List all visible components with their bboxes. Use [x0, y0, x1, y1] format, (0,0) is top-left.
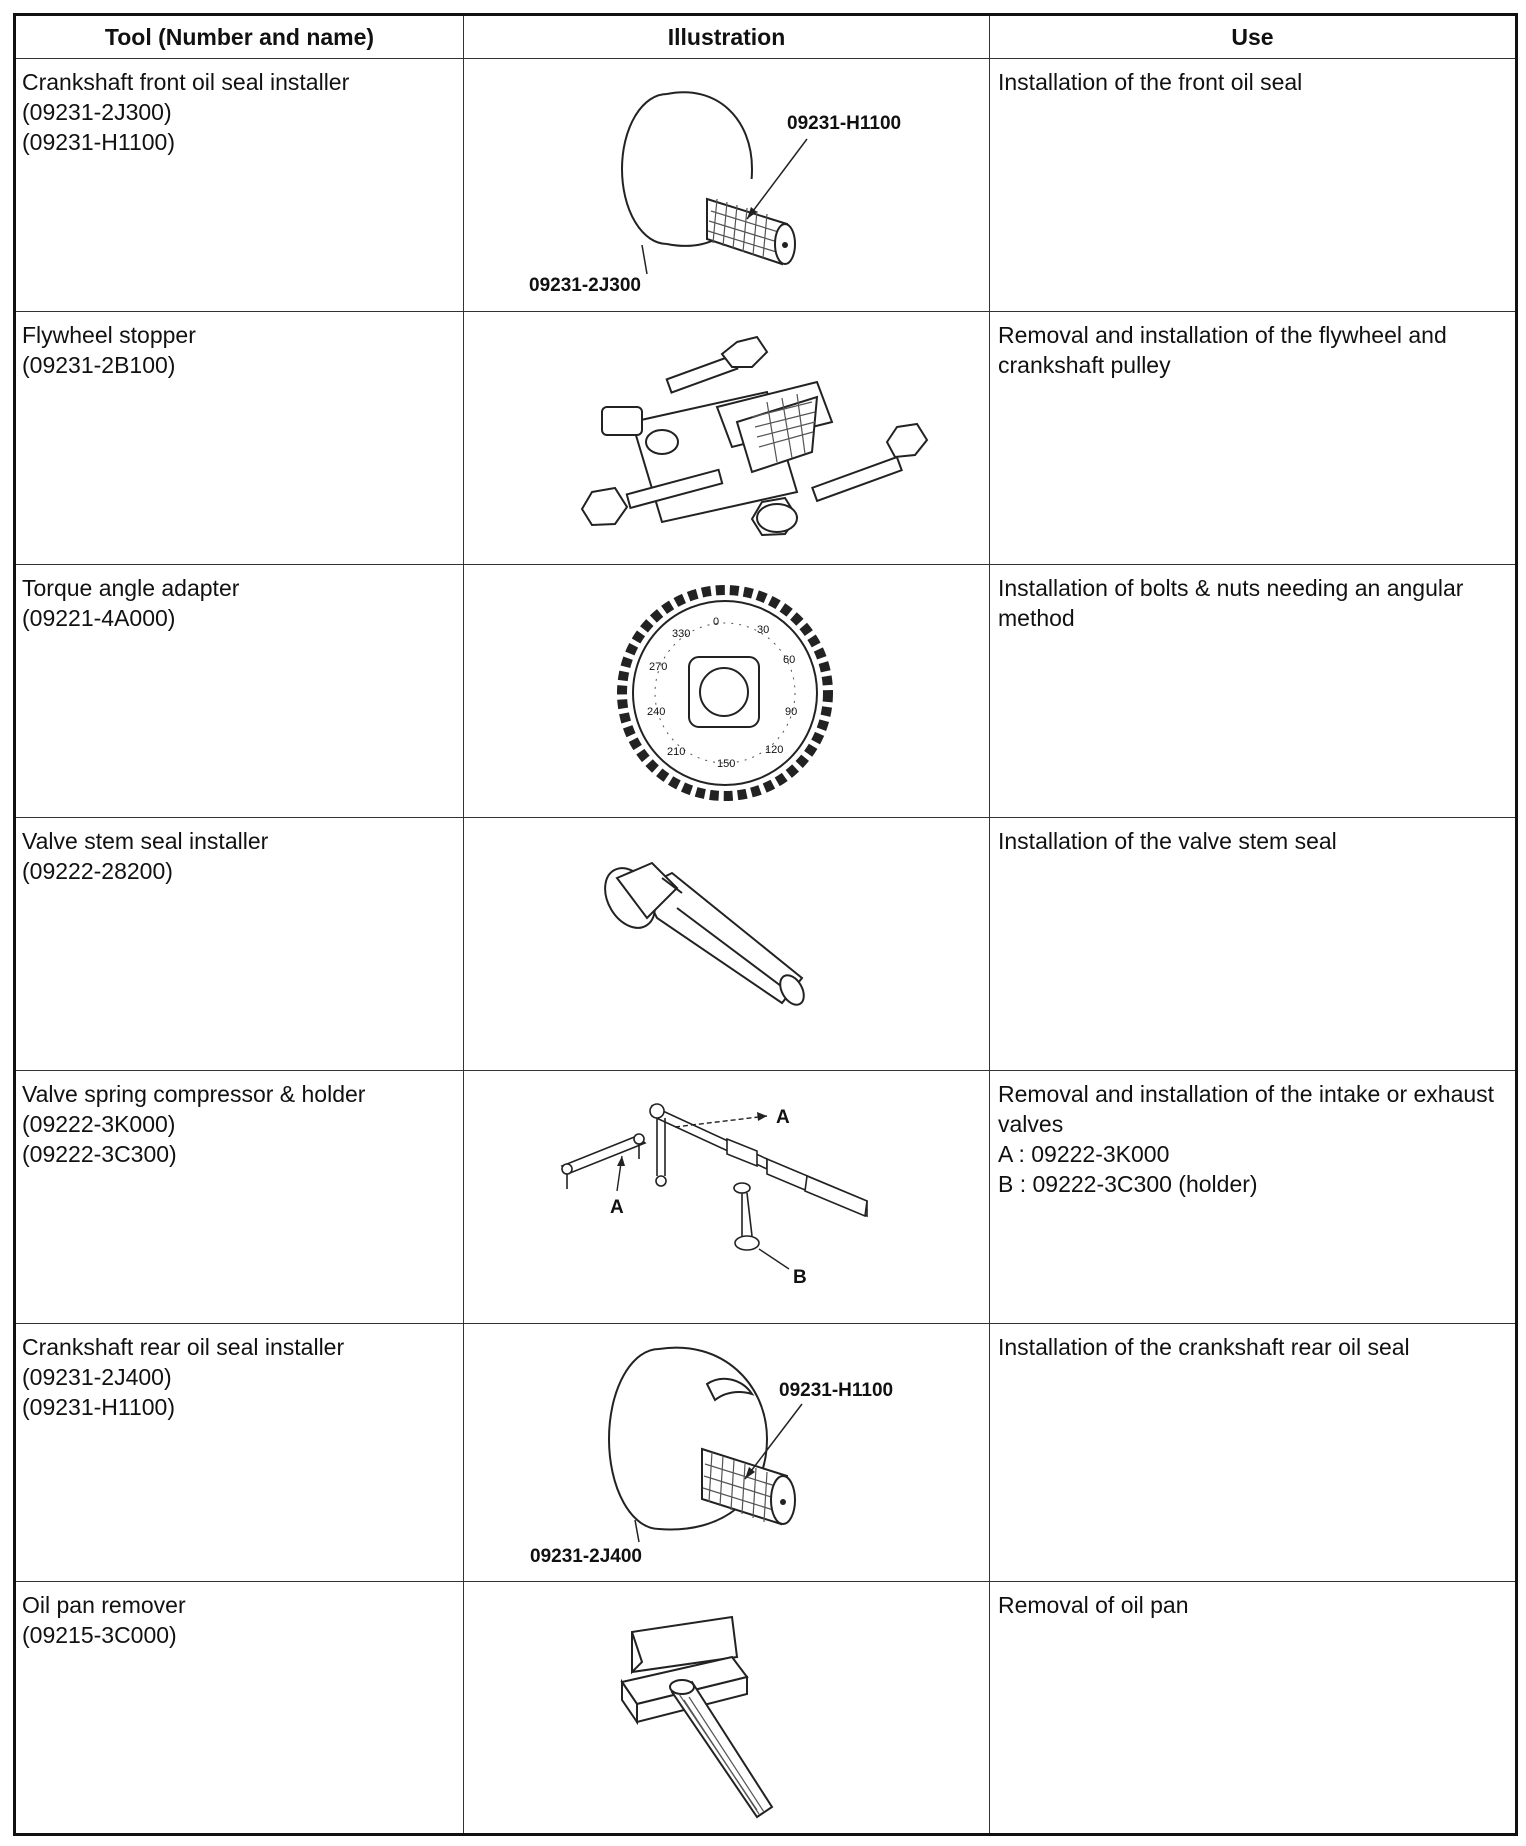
illustration-cell	[464, 59, 990, 312]
use-text: Removal of oil pan	[998, 1592, 1189, 1618]
header-use: Use	[990, 15, 1517, 59]
part-label: B	[792, 1267, 807, 1288]
illustration-cell	[464, 565, 990, 818]
rear-seal-installer-illustration	[467, 1324, 987, 1579]
valve-stem-seal-installer-illustration	[467, 818, 987, 1068]
part-label: A	[609, 1197, 624, 1218]
illustration-cell	[464, 1071, 990, 1324]
use-text: Installation of bolts & nuts needing an angular method	[998, 575, 1464, 631]
flywheel-stopper-illustration	[467, 312, 987, 562]
tool-number: (09231-H1100)	[22, 129, 176, 155]
use-text: Installation of the front oil seal	[998, 69, 1303, 95]
table-row	[15, 1582, 1517, 1835]
tool-number: (09222-28200)	[22, 858, 173, 884]
use-cell	[990, 565, 1517, 818]
illustration-cell	[464, 1324, 990, 1582]
tool-number: (09215-3C000)	[22, 1622, 177, 1648]
use-cell	[990, 1324, 1517, 1582]
tool-cell	[15, 1324, 464, 1582]
part-label: 09231-2J300	[528, 275, 641, 296]
illustration-cell	[464, 1582, 990, 1835]
header-illustration: Illustration	[464, 15, 990, 59]
illustration-cell	[464, 312, 990, 565]
svg-text:90: 90	[784, 706, 797, 718]
table-row	[15, 1071, 1517, 1324]
tool-cell	[15, 565, 464, 818]
svg-text:210: 210	[666, 746, 685, 758]
use-cell	[990, 818, 1517, 1071]
tool-cell	[15, 59, 464, 312]
tool-number: (09222-3K000)	[22, 1111, 176, 1137]
tool-number: (09222-3C300)	[22, 1141, 177, 1167]
tool-name: Flywheel stopper	[22, 322, 196, 348]
use-text: Installation of the valve stem seal	[998, 828, 1337, 854]
svg-text:150: 150	[716, 758, 735, 770]
tool-name: Oil pan remover	[22, 1592, 186, 1618]
use-text: A : 09222-3K000	[998, 1141, 1170, 1167]
table-row	[15, 312, 1517, 565]
svg-text:120: 120	[764, 744, 783, 756]
part-label: 09231-H1100	[778, 1380, 893, 1401]
tool-number: (09231-2J400)	[22, 1364, 172, 1390]
use-text: Installation of the crankshaft rear oil seal	[998, 1334, 1410, 1360]
valve-spring-compressor-illustration	[467, 1071, 987, 1321]
svg-text:240: 240	[646, 706, 665, 718]
tool-name: Crankshaft rear oil seal installer	[22, 1334, 345, 1360]
illustration-cell	[464, 818, 990, 1071]
svg-text:0: 0	[712, 616, 719, 628]
part-label: 09231-H1100	[786, 113, 901, 134]
part-label: 09231-2J400	[529, 1546, 642, 1567]
use-cell	[990, 59, 1517, 312]
use-cell	[990, 1582, 1517, 1835]
tool-cell	[15, 1071, 464, 1324]
use-text: Removal and installation of the intake or exhaust valves	[998, 1081, 1495, 1137]
part-label: A	[775, 1107, 790, 1128]
svg-text:30: 30	[756, 624, 769, 636]
oil-pan-remover-illustration	[467, 1582, 987, 1832]
tool-name: Valve spring compressor & holder	[22, 1081, 366, 1107]
tool-cell	[15, 1582, 464, 1835]
torque-angle-adapter-illustration	[467, 565, 987, 815]
special-tools-table	[13, 13, 1518, 1836]
tool-name: Valve stem seal installer	[22, 828, 269, 854]
tool-cell	[15, 818, 464, 1071]
table-row	[15, 565, 1517, 818]
use-text: B : 09222-3C300 (holder)	[998, 1171, 1258, 1197]
table-row	[15, 1324, 1517, 1582]
header-tool: Tool (Number and name)	[15, 15, 464, 59]
tool-number: (09231-2B100)	[22, 352, 176, 378]
tool-name: Torque angle adapter	[22, 575, 240, 601]
table-row	[15, 59, 1517, 312]
use-cell	[990, 312, 1517, 565]
svg-text:330: 330	[671, 628, 690, 640]
svg-text:60: 60	[782, 654, 795, 666]
tool-number: (09231-H1100)	[22, 1394, 176, 1420]
tool-name: Crankshaft front oil seal installer	[22, 69, 350, 95]
tool-cell	[15, 312, 464, 565]
table-row	[15, 818, 1517, 1071]
front-seal-installer-illustration	[467, 59, 987, 309]
svg-text:270: 270	[648, 661, 667, 673]
use-cell	[990, 1071, 1517, 1324]
tool-number: (09231-2J300)	[22, 99, 172, 125]
header-row	[15, 15, 1517, 59]
tool-number: (09221-4A000)	[22, 605, 176, 631]
use-text: Removal and installation of the flywheel and crankshaft pulley	[998, 322, 1447, 378]
